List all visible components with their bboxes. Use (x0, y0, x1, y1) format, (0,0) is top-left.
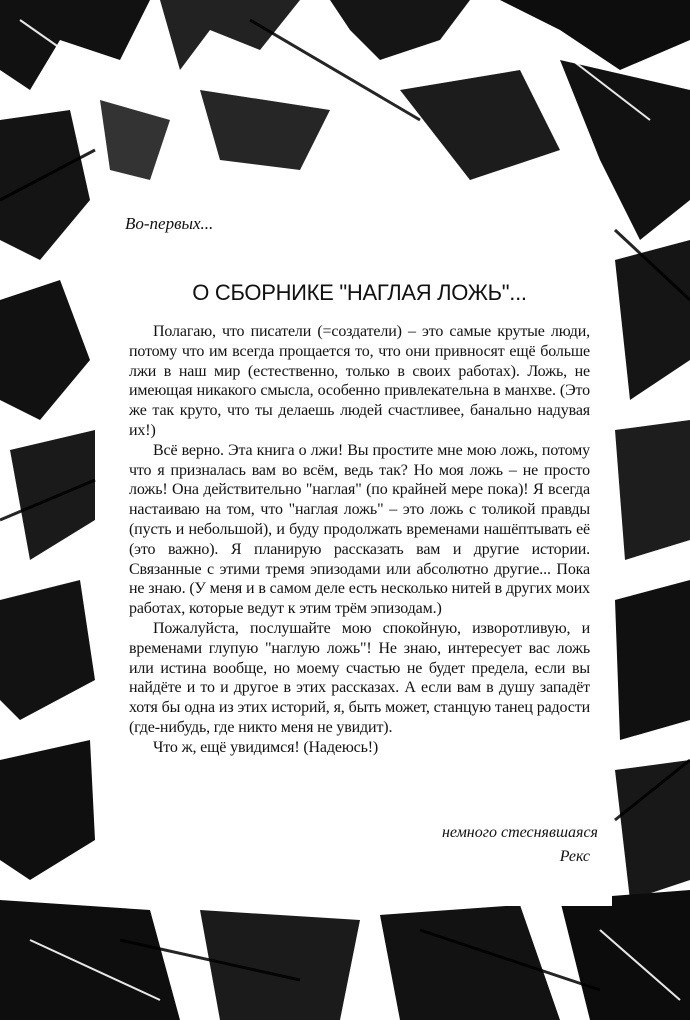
collage-shape (615, 420, 690, 560)
paragraph: Всё верно. Эта книга о лжи! Вы простите мне мою ложь, потому что я призналась вам во всём, ведь так? Но моя ложь – не просто ложь! Она действительно "наглая" (по крайней мере пока)! Я всегда настаиваю на том, что "наглая ложь" – это ложь с толикой правды (пусть и небольшой), и буду продолжать временами нашёптывать её (это важно). Я планирую рассказать вам и другие истории. Связанные с этими тремя эпизодами или абсолютно другие... Пока не знаю. (У меня и в самом деле есть несколько нитей в других моих работах, которые ведут к этим трём эпизодам.) (129, 441, 590, 618)
page-title: О СБОРНИКЕ "НАГЛАЯ ЛОЖЬ"... (192, 280, 527, 305)
collage-shape (615, 580, 690, 740)
body-text (129, 322, 590, 758)
text-panel (97, 186, 612, 906)
paragraph: Пожалуйста, послушайте мою спокойную, изворотливую, и временами глупую "наглую ложь"! Не знаю, интересует вас ложь или истина вообще, но моему счастью не будет предела, если вы найдёте и то и другое в этих рассказах. А если вам в душу западёт хотя бы одна из этих историй, я, быть может, станцую танец радости (где-нибудь, где никто меня не увидит). (129, 619, 590, 736)
collage-shape (200, 910, 360, 1020)
paragraph: Полагаю, что писатели (=создатели) – это самые крутые люди, потому что им всегда прощается то, что они привносят ещё больше лжи в наш мир (естественно, только в своих работах). Ложь, не имеющая никакого смысла, особенно привлекательна в манхве. (Это же так круто, что ты делаешь людей счастливее, банально надувая их!) (129, 323, 590, 439)
signature-line-2: Рекс (559, 848, 590, 865)
intro-text: Во-первых... (125, 214, 214, 233)
signature-line-1: немного стеснявшаяся (441, 824, 598, 841)
paragraph: Что ж, ещё увидимся! (Надеюсь!) (153, 738, 379, 756)
